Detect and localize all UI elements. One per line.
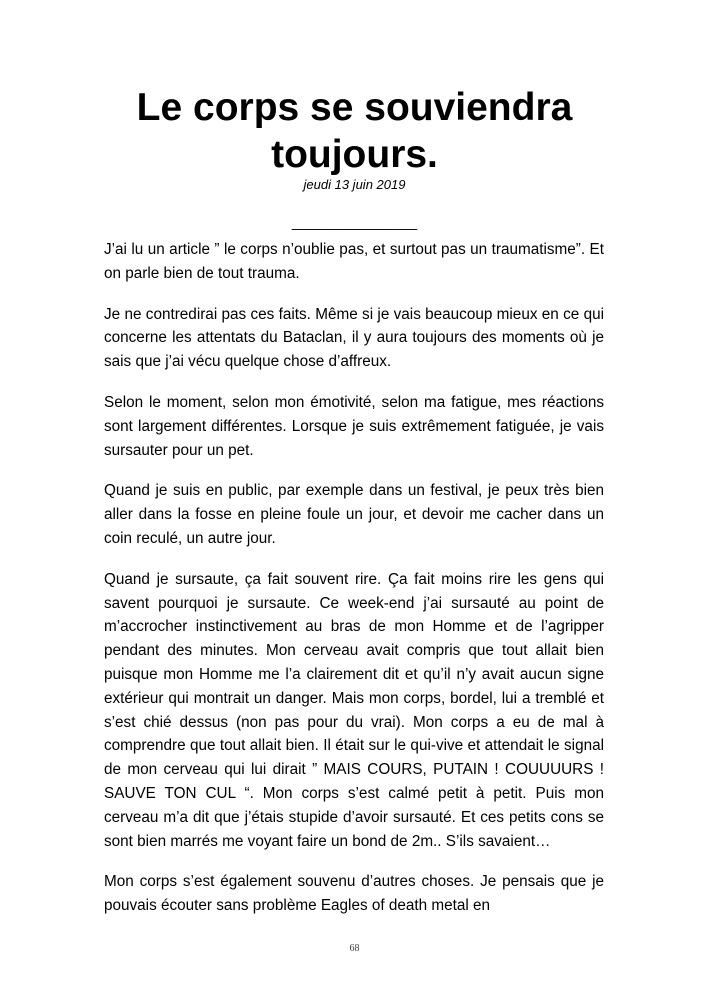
paragraph: Quand je suis en public, par exemple dans un festival, je peux très bien aller dans la fosse en pleine foule un jour, et devoir me cacher dans un coin reculé, un autre jour.: [104, 482, 604, 547]
article-body: [104, 238, 604, 935]
article-title: Le corps se souviendra toujours.: [136, 86, 573, 176]
paragraph: Je ne contredirai pas ces faits. Même si je vais beaucoup mieux en ce qui concerne les attentats du Bataclan, il y aura toujours des moments où je sais que j’ai vécu quelque chose d’affreux.: [104, 305, 604, 371]
paragraph: Quand je sursaute, ça fait souvent rire. Ça fait moins rire les gens qui savent pourquoi je sursaute. Ce week-end j’ai sursauté au point de m’accrocher instinctivement au bras de mon Homme et de l’agripper pendant des minutes. Mon cerveau avait compris que tout allait bien puisque mon Homme me l’a clairement dit et qu’il n’y avait aucun signe extérieur qui montrait un danger. Mais mon corps, bordel, lui a tremblé et s’est chié dessus (non pas pour du vrai). Mon corps a eu de mal à comprendre que tout allait bien. Il était sur le qui-vive et attendait le signal de mon cerveau qui lui dirait ” MAIS COURS, PUTAIN ! COUUUURS ! SAUVE TON CUL “. Mon corps s’est calmé petit à petit. Puis mon cerveau m’a dit que j’étais stupide d’avoir sursauté. Et ces petits cons se sont bien marrés me voyant faire un bond de 2m.. S’ils savaient…: [104, 570, 604, 850]
page-number: 68: [349, 943, 360, 954]
paragraph: Mon corps s’est également souvenu d’autres choses. Je pensais que je pouvais écouter sans problème Eagles of death metal en: [104, 873, 604, 915]
article-date: jeudi 13 juin 2019: [303, 177, 406, 192]
paragraph: J’ai lu un article ” le corps n’oublie pas, et surtout pas un traumatisme”. Et on parle bien de tout trauma.: [104, 241, 604, 282]
paragraph: Selon le moment, selon mon émotivité, selon ma fatigue, mes réactions sont largement différentes. Lorsque je suis extrêmement fatiguée, je vais sursauter pour un pet.: [104, 393, 604, 459]
title-separator: _______________: [291, 214, 418, 231]
